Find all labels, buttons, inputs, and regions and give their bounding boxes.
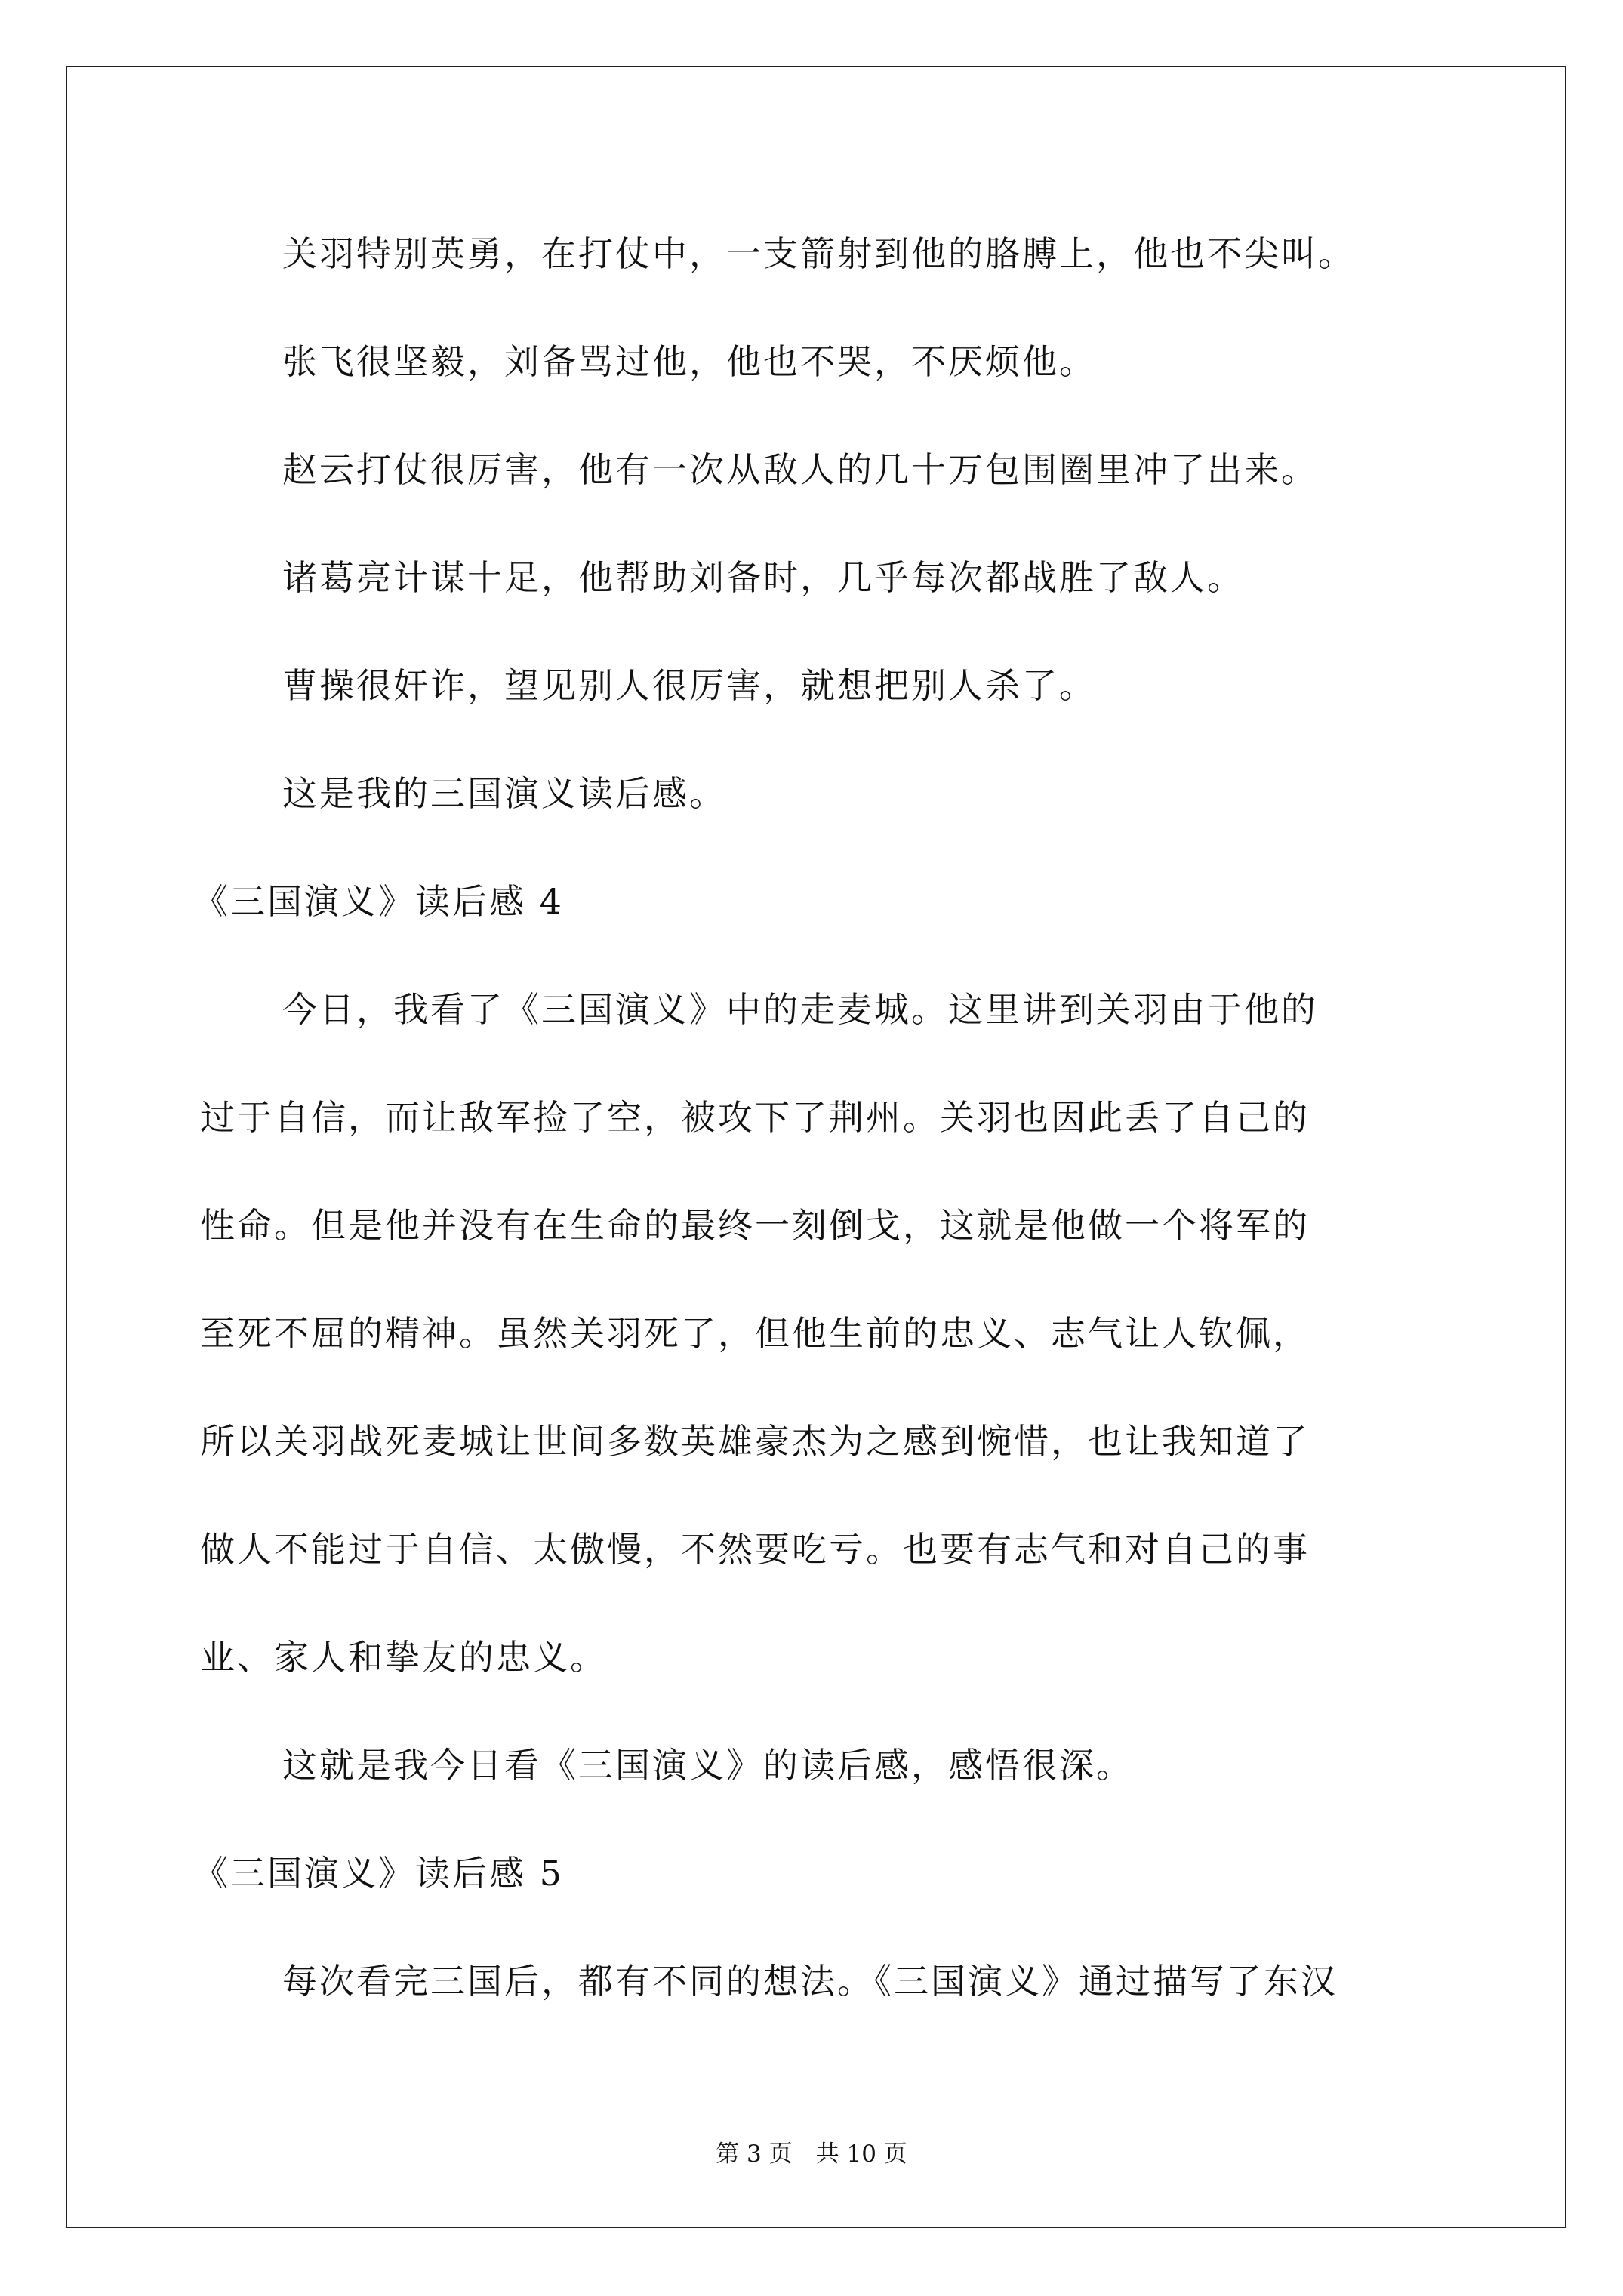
paragraph-conclusion: 这是我的三国演义读后感。	[282, 773, 726, 814]
page-number-footer: 第 3 页 共 10 页	[716, 2140, 907, 2168]
paragraph-cao-cao: 曹操很奸诈，望见别人很厉害，就想把别人杀了。	[282, 665, 1096, 706]
section-heading-4: 《三国演义》读后感 4	[193, 881, 564, 922]
essay-4-line: 至死不屈的精神。虽然关羽死了，但他生前的忠义、志气让人钦佩，	[200, 1313, 1310, 1354]
essay-5-line: 每次看完三国后，都有不同的想法。《三国演义》通过描写了东汉	[282, 1961, 1338, 2002]
essay-4-line: 业、家人和挚友的忠义。	[200, 1637, 607, 1678]
paragraph-zhao-yun: 赵云打仗很厉害，他有一次从敌人的几十万包围圈里冲了出来。	[282, 449, 1318, 490]
page-border	[66, 66, 1566, 2228]
essay-4-line: 过于自信，而让敌军捡了空，被攻下了荆州。关羽也因此丢了自己的	[200, 1097, 1310, 1138]
paragraph-guan-yu: 关羽特别英勇，在打仗中，一支箭射到他的胳膊上，他也不尖叫。	[282, 233, 1355, 274]
essay-4-closing: 这就是我今日看《三国演义》的读后感，感悟很深。	[282, 1745, 1133, 1786]
paragraph-zhang-fei: 张飞很坚毅，刘备骂过他，他也不哭，不厌烦他。	[282, 341, 1096, 382]
essay-4-line: 今日，我看了《三国演义》中的走麦城。这里讲到关羽由于他的	[282, 989, 1318, 1030]
paragraph-zhuge-liang: 诸葛亮计谋十足，他帮助刘备时，几乎每次都战胜了敌人。	[282, 557, 1244, 598]
section-heading-5: 《三国演义》读后感 5	[193, 1853, 564, 1894]
essay-4-line: 所以关羽战死麦城让世间多数英雄豪杰为之感到惋惜，也让我知道了	[200, 1421, 1310, 1462]
essay-4-line: 性命。但是他并没有在生命的最终一刻倒戈，这就是他做一个将军的	[200, 1205, 1310, 1246]
essay-4-line: 做人不能过于自信、太傲慢，不然要吃亏。也要有志气和对自己的事	[200, 1529, 1310, 1570]
